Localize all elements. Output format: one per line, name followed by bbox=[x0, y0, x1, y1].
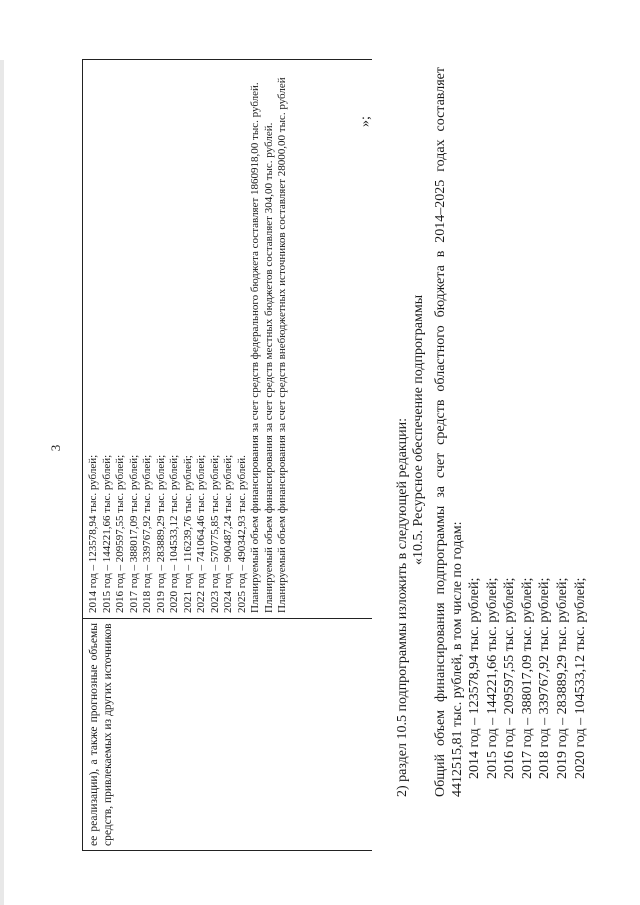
table-year-row: 2022 год – 741064,46 тыс. рублей; bbox=[195, 454, 207, 613]
page-number: 3 bbox=[48, 444, 63, 452]
federal-funding-text: Планируемый объем финансирования за счет средств федерального бюджета составляет 1860918,00 тыс. рублей. bbox=[249, 82, 261, 613]
table-year-row: 2015 год – 144221,66 тыс. рублей; bbox=[100, 454, 113, 613]
table-left-cell: ее реализации), а также прогнозные объемы средств, привлекаемых из других источников bbox=[83, 618, 372, 850]
table-right-cell bbox=[83, 60, 372, 618]
list-item: 2019 год – 283889,29 тыс. рублей; bbox=[554, 577, 570, 779]
total-funding-paragraph: Общий объем финансирования подпрограммы за счет средств областного бюджета в 2014–2025 годах составляет 4412515,81 тыс. рублей, в том числе по годам: bbox=[433, 67, 465, 797]
table-closing-quote: »; bbox=[358, 116, 373, 127]
table-year-row: 2023 год – 570775,85 тыс. рублей; bbox=[208, 454, 221, 613]
list-item: 2016 год – 209597,55 тыс. рублей; bbox=[502, 577, 518, 779]
local-funding-text: Планируемый объем финансирования за счет средств местных бюджетов составляет 304,00 тыс. рублей. bbox=[262, 122, 275, 613]
table-year-row: 2019 год – 283889,29 тыс. рублей; bbox=[154, 454, 167, 613]
amendment-item: 2) раздел 10.5 подпрограммы изложить в следующей редакции: bbox=[395, 417, 410, 797]
table-year-row: 2020 год – 104533,12 тыс. рублей; bbox=[168, 454, 180, 613]
list-item: 2015 год – 144221,66 тыс. рублей; bbox=[484, 577, 500, 779]
table-year-row: 2021 год – 116239,76 тыс. рублей; bbox=[181, 455, 194, 613]
list-item: 2014 год – 123578,94 тыс. рублей; bbox=[467, 577, 482, 779]
section-title: «10.5. Ресурсное обеспечение подпрограммы bbox=[411, 294, 426, 565]
extra-funding-text: Планируемый объем финансирования за счет средств внебюджетных источников составляет 28000,00 тыс. рублей bbox=[276, 77, 288, 613]
list-item: 2017 год – 388017,09 тыс. рублей; bbox=[519, 577, 535, 779]
table-year-row: 2018 год – 339767,92 тыс. рублей; bbox=[141, 454, 153, 613]
list-item: 2020 год – 104533,12 тыс. рублей; bbox=[572, 577, 588, 779]
table-year-row: 2024 год – 900487,24 тыс. рублей; bbox=[222, 454, 234, 613]
years-list bbox=[466, 578, 589, 779]
funding-table bbox=[82, 59, 372, 851]
list-item: 2018 год – 339767,92 тыс. рублей; bbox=[537, 577, 553, 779]
table-year-row: 2025 год – 490342,93 тыс. рублей. bbox=[235, 455, 248, 613]
table-year-row: 2017 год – 388017,09 тыс. рублей; bbox=[127, 454, 140, 613]
table-year-row: 2014 год – 123578,94 тыс. рублей; bbox=[87, 454, 99, 613]
table-year-row: 2016 год – 209597,55 тыс. рублей; bbox=[114, 454, 126, 613]
